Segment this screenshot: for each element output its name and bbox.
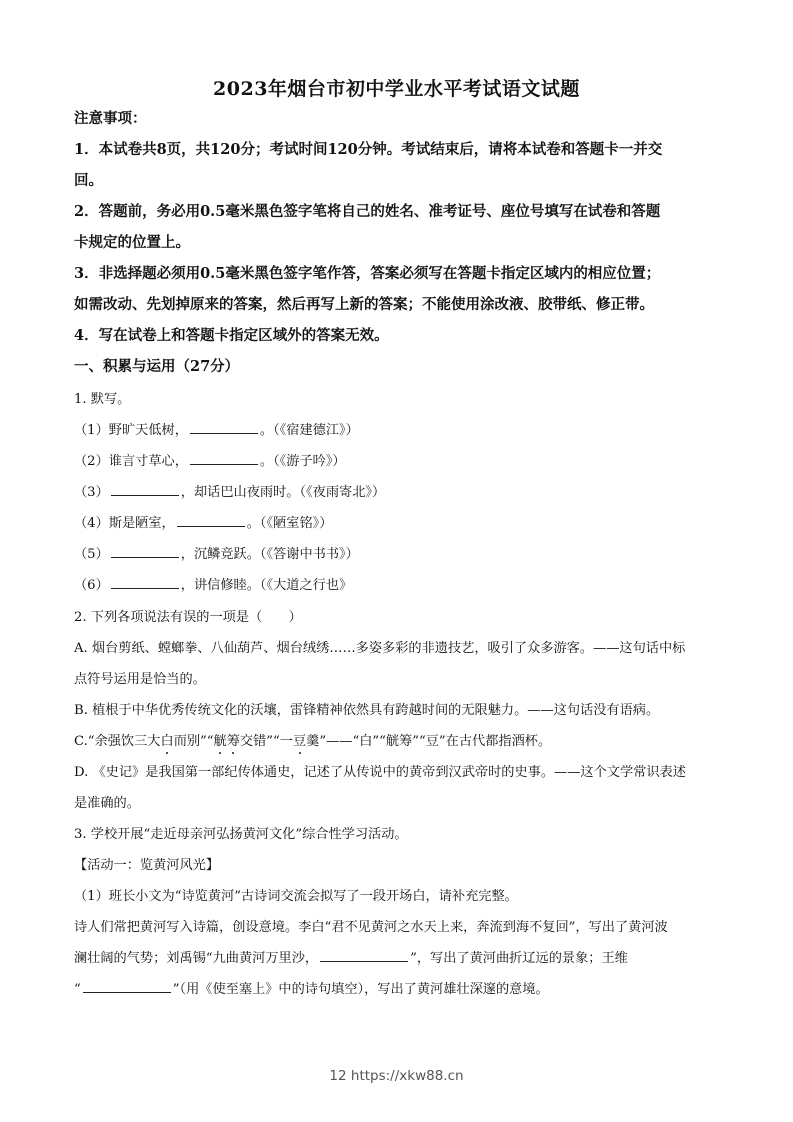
q3-paragraph: 澜壮阔的气势；刘禹锡“九曲黄河万里沙， ”，写出了黄河曲折辽远的景象；王维: [74, 943, 724, 974]
q3-paragraph: “ ”（用《使至塞上》中的诗句填空），写出了黄河雄壮深邃的意境。: [74, 974, 724, 1005]
answer-blank[interactable]: [190, 419, 258, 434]
q2-option-d: D. 《史记》是我国第一部纪传体通史，记述了从传说中的黄帝到汉武帝时的史事。——这个文学常识表述: [74, 765, 686, 780]
question-3: [74, 819, 724, 1005]
notice-item: 1．本试卷共8页，共120分；考试时间120分钟。考试结束后，请将本试卷和答题卡一并交: [74, 141, 663, 158]
q2-option-a-cont: 点符号运用是恰当的。: [74, 672, 206, 687]
notice-item: 2．答题前，务必用0.5毫米黑色签字笔将自己的姓名、准考证号、座位号填写在试卷和答题: [74, 203, 661, 220]
notice-item: 卡规定的位置上。: [74, 234, 190, 251]
notice-item: 回。: [74, 172, 103, 189]
page-footer: 12 https://xkw88.cn: [329, 1068, 464, 1084]
answer-blank[interactable]: [177, 512, 245, 527]
q2-option-c: C.“余强饮三大白而别”“觥筹交错”“一豆羹”——“白”“觥筹”“豆”在古代都指酒杯。: [74, 734, 552, 749]
q1-stem: 1. 默写。: [74, 392, 131, 407]
q3-paragraph: 诗人们常把黄河写入诗篇，创设意境。李白“君不见黄河之水天上来，奔流到海不复回”，写出了黄河波: [74, 920, 668, 935]
q3-stem: 3. 学校开展“走近母亲河弘扬黄河文化”综合性学习活动。: [74, 827, 408, 842]
answer-blank[interactable]: [83, 978, 171, 993]
notice-item: 3．非选择题必须用0.5毫米黑色签字笔作答，答案必须写在答题卡指定区域内的相应位置；: [74, 265, 661, 282]
q1-item: （3） ，却话巴山夜雨时。（《夜雨寄北》）: [74, 477, 724, 508]
notice-heading: 注意事项：: [74, 110, 147, 127]
q1-item: （5） ，沉鳞竞跃。（《答谢中书书》）: [74, 539, 724, 570]
notice-item: 如需改动、先划掉原来的答案，然后再写上新的答案；不能使用涂改液、胶带纸、修正带。: [74, 296, 654, 313]
q2-option-a: A. 烟台剪纸、螳螂拳、八仙葫芦、烟台绒绣……多姿多彩的非遗技艺，吸引了众多游客。——这句话中标: [74, 641, 686, 656]
notice-section: [74, 103, 724, 382]
question-2: [74, 602, 724, 819]
q1-item: （6） ，讲信修睦。（《大道之行也》: [74, 570, 724, 601]
answer-blank[interactable]: [320, 947, 408, 962]
q1-item: （4）斯是陋室， 。（《陋室铭》）: [74, 508, 724, 539]
q2-option-d-cont: 是准确的。: [74, 796, 140, 811]
q3-sub1: （1）班长小文为“诗览黄河”古诗词交流会拟写了一段开场白，请补充完整。: [74, 889, 518, 904]
answer-blank[interactable]: [190, 450, 258, 465]
answer-blank[interactable]: [111, 481, 179, 496]
q2-stem: 2. 下列各项说法有误的一项是（ ）: [74, 610, 302, 625]
q1-item: （1）野旷天低树， 。（《宿建德江》）: [74, 415, 724, 446]
q2-option-b: B. 植根于中华优秀传统文化的沃壤，雷锋精神依然具有跨越时间的无限魅力。——这句话没有语病。: [74, 703, 660, 718]
answer-blank[interactable]: [111, 543, 179, 558]
answer-blank[interactable]: [111, 574, 179, 589]
page-title: 2023年烟台市初中学业水平考试语文试题: [213, 78, 580, 100]
question-1: [74, 384, 724, 601]
activity-heading: 【活动一：览黄河风光】: [74, 858, 220, 873]
section-heading: 一、积累与运用（27分）: [74, 358, 240, 375]
notice-item: 4．写在试卷上和答题卡指定区域外的答案无效。: [74, 327, 389, 344]
q1-item: （2）谁言寸草心， 。（《游子吟》）: [74, 446, 724, 477]
